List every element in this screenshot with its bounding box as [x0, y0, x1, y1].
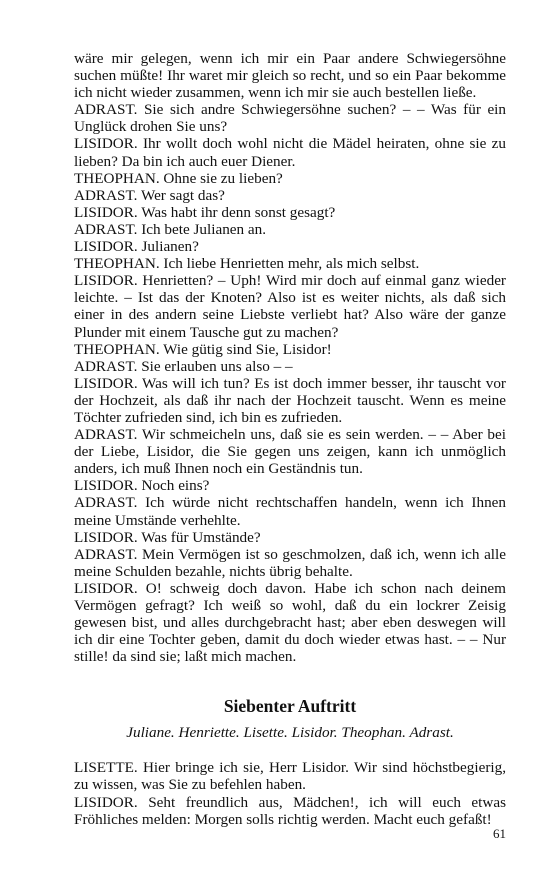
- paragraph: ADRAST. Sie erlauben uns also – –: [74, 357, 293, 375]
- paragraph: LISIDOR. O! schweig doch davon. Habe ich schon nach deinem Vermögen gefragt? Ich weiß so wohl, daß du ein lockrer Zeisig gewesen bist, und alles durchgebracht hast; aber eben deswegen will ich dir eine Tochter geben, damit du doch wieder etwas hast. – – Nur stille! da sind sie; laßt mich machen.: [74, 579, 506, 666]
- page-number: 61: [493, 826, 506, 841]
- stage-direction: Juliane. Henriette. Lisette. Lisidor. Theophan. Adrast.: [126, 724, 454, 742]
- page-body: [74, 50, 506, 828]
- paragraph: ADRAST. Sie sich andre Schwiegersöhne suchen? – – Was für ein Unglück drohen Sie uns?: [74, 101, 506, 136]
- paragraph: LISIDOR. Was für Umstände?: [74, 528, 261, 546]
- paragraph: LISIDOR. Seht freundlich aus, Mädchen!, ich will euch etwas Fröhliches melden: Morgen solls richtig werden. Macht euch gefaßt!: [74, 793, 506, 828]
- paragraph: ADRAST. Ich bete Julianen an.: [74, 220, 267, 238]
- paragraph: LISIDOR. Henrietten? – Uph! Wird mir doch auf einmal ganz wieder leichte. – Ist das der Knoten? Also ist es weiter nichts, als daß sich einer in des andern seine Liebste verliebt hat? Also wäre der ganze Plunder mit einem Tausche gut zu machen?: [74, 272, 506, 341]
- paragraph: LISIDOR. Ihr wollt doch wohl nicht die Mädel heiraten, ohne sie zu lieben? Da bin ich auch euer Diener.: [74, 135, 506, 170]
- paragraph: LISIDOR. Julianen?: [74, 238, 199, 256]
- paragraph: ADRAST. Ich würde nicht rechtschaffen handeln, wenn ich Ihnen meine Umstände verhehlte.: [74, 494, 506, 529]
- paragraph: THEOPHAN. Ohne sie zu lieben?: [74, 169, 283, 187]
- scene-heading: Siebenter Auftritt: [223, 696, 357, 717]
- paragraph: LISIDOR. Noch eins?: [74, 477, 210, 495]
- paragraph: wäre mir gelegen, wenn ich mir ein Paar andere Schwiegersöhne suchen müßte! Ihr waret mir gleich so recht, und so ein Paar bekomme ich nicht wieder zusammen, wenn ich mir sie auch bestellen ließe.: [74, 50, 506, 102]
- paragraph: ADRAST. Wir schmeicheln uns, daß sie es sein werden. – – Aber bei der Liebe, Lisidor, die Sie gegen uns zeigen, kann ich unmöglich anders, ich muß Ihnen noch ein Geständnis tun.: [74, 426, 506, 478]
- paragraph: THEOPHAN. Ich liebe Henrietten mehr, als mich selbst.: [74, 255, 420, 273]
- paragraph: LISIDOR. Was habt ihr denn sonst gesagt?: [74, 203, 336, 221]
- paragraph: LISIDOR. Was will ich tun? Es ist doch immer besser, ihr tauscht vor der Hochzeit, als daß ihr nach der Hochzeit tauscht. Wenn es meine Töchter zufrieden sind, ich bin es zufrieden.: [74, 374, 506, 426]
- paragraph: LISETTE. Hier bringe ich sie, Herr Lisidor. Wir sind höchstbegierig, zu wissen, was Sie zu befehlen haben.: [74, 759, 506, 794]
- paragraph: ADRAST. Mein Vermögen ist so geschmolzen, daß ich, wenn ich alle meine Schulden bezahle, nichts übrig behalte.: [74, 545, 506, 580]
- paragraph: ADRAST. Wer sagt das?: [74, 186, 225, 204]
- paragraph: THEOPHAN. Wie gütig sind Sie, Lisidor!: [74, 340, 332, 358]
